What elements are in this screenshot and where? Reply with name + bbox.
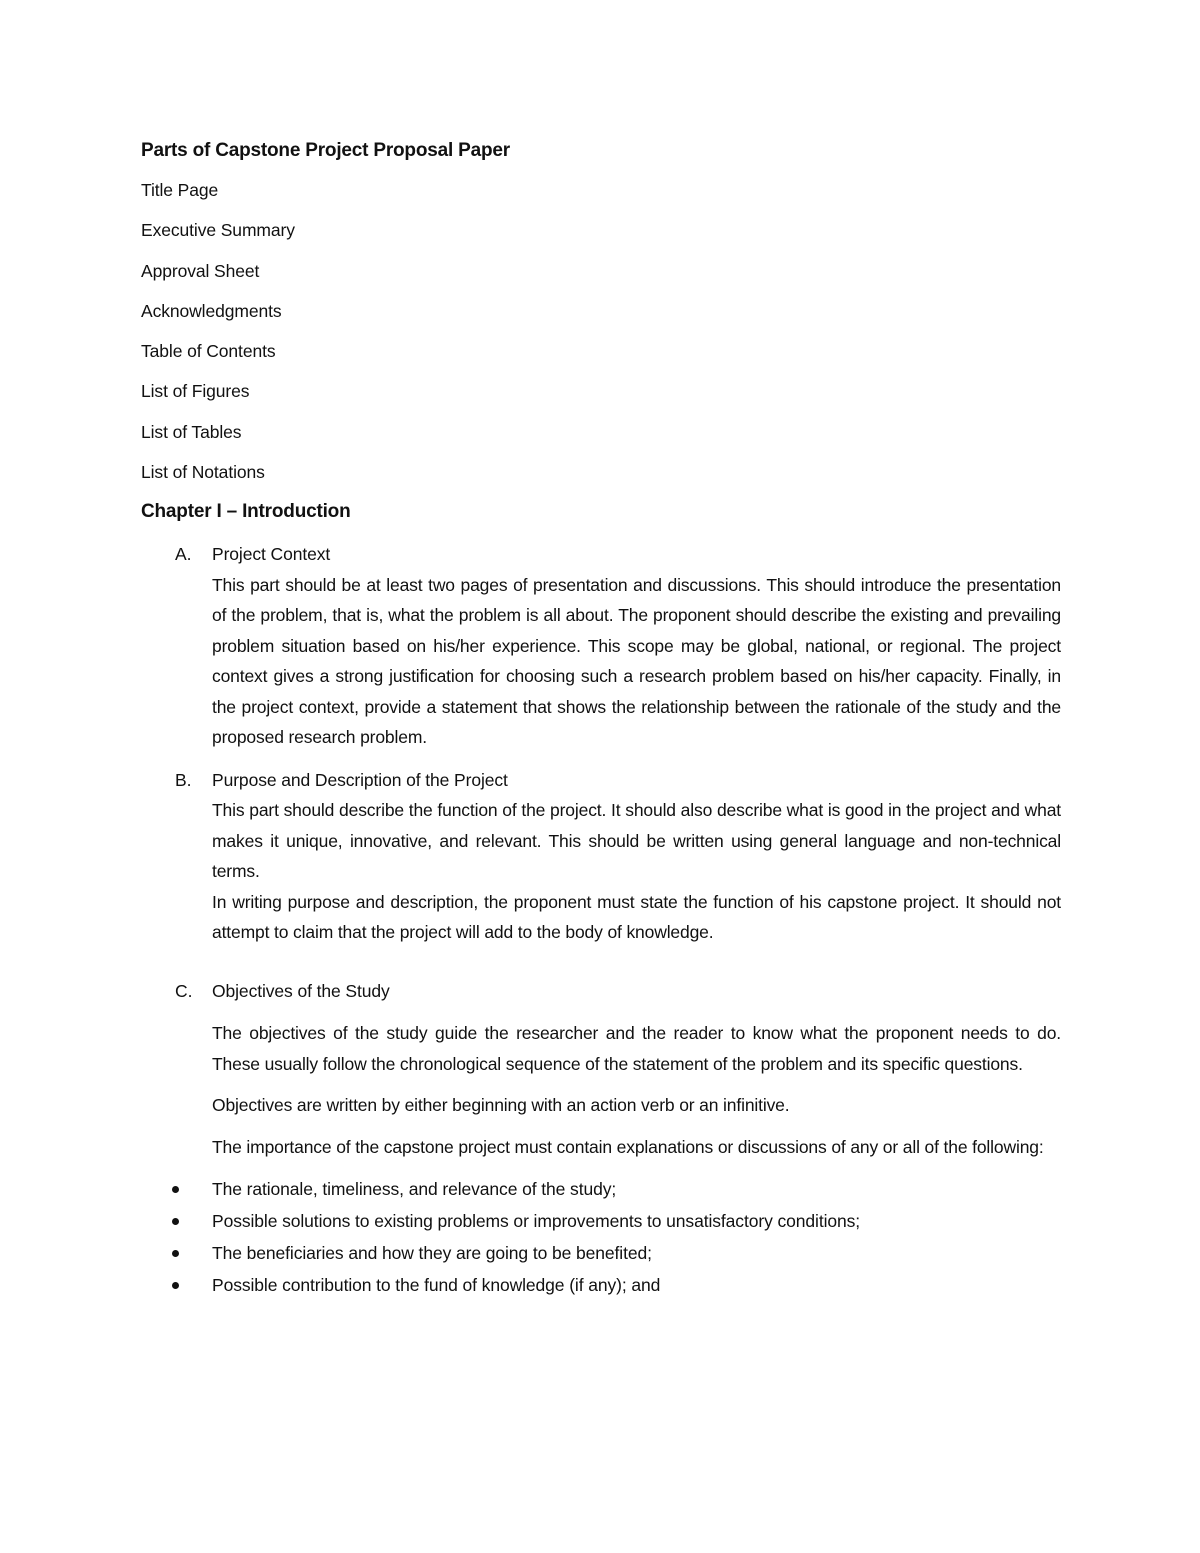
front-matter-item: Table of Contents	[141, 341, 276, 362]
bullet-item	[141, 1205, 1061, 1237]
section-letter: C.	[175, 980, 193, 1001]
bullet-icon	[172, 1218, 179, 1225]
front-matter-list	[141, 177, 1061, 485]
section-paragraph: This part should describe the function of the project. It should also describe what is good in the project and what makes it unique, innovative, and relevant. This should be written using general language and non-technical terms.	[212, 800, 1061, 882]
section-purpose-description	[141, 765, 1061, 948]
bullet-item	[141, 1269, 1061, 1301]
bullet-icon	[172, 1186, 179, 1193]
section-paragraph: Objectives are written by either beginning with an action verb or an infinitive.	[212, 1095, 790, 1116]
section-paragraph: The importance of the capstone project must contain explanations or discussions of any or all of the following:	[212, 1136, 1044, 1157]
section-heading: Purpose and Description of the Project	[212, 769, 508, 790]
front-matter-item: List of Figures	[141, 381, 250, 402]
front-matter-item: Title Page	[141, 180, 219, 200]
bullet-text: The beneficiaries and how they are going to be benefited;	[212, 1243, 652, 1264]
front-matter-item: Approval Sheet	[141, 260, 260, 281]
importance-bullet-list	[141, 1173, 1061, 1301]
section-project-context	[141, 539, 1061, 753]
section-letter: B.	[175, 769, 192, 790]
section-heading: Objectives of the Study	[212, 980, 390, 1001]
document-title: Parts of Capstone Project Proposal Paper	[141, 140, 510, 161]
section-objectives	[141, 976, 1061, 1163]
section-heading: Project Context	[212, 544, 331, 565]
document-content	[141, 138, 1061, 1301]
front-matter-item: List of Notations	[141, 462, 265, 483]
front-matter-item: Acknowledgments	[141, 300, 282, 321]
chapter-title: Chapter I – Introduction	[141, 501, 351, 523]
front-matter-item: List of Tables	[141, 421, 242, 442]
bullet-text: Possible solutions to existing problems or improvements to unsatisfactory conditions;	[212, 1211, 861, 1232]
bullet-icon	[172, 1250, 179, 1257]
bullet-text: The rationale, timeliness, and relevance of the study;	[212, 1179, 617, 1200]
section-paragraph: The objectives of the study guide the researcher and the reader to know what the proponent needs to do. These usually follow the chronological sequence of the statement of the problem and its specific questions.	[212, 1023, 1061, 1074]
section-paragraph: In writing purpose and description, the proponent must state the function of his capstone project. It should not attempt to claim that the project will add to the body of knowledge.	[212, 891, 1061, 943]
section-paragraph: This part should be at least two pages of presentation and discussions. This should introduce the presentation of the problem, that is, what the problem is all about. The proponent should describe the existing and prevailing problem situation based on his/her experience. This scope may be global, national, or regional. The project context gives a strong justification for choosing such a research problem based on his/her capacity. Finally, in the project context, provide a statement that shows the relationship between the rationale of the study and the proposed research problem.	[212, 574, 1061, 748]
bullet-item	[141, 1237, 1061, 1269]
front-matter-item: Executive Summary	[141, 220, 295, 241]
bullet-icon	[172, 1282, 179, 1289]
bullet-text: Possible contribution to the fund of knowledge (if any); and	[212, 1275, 661, 1296]
bullet-item	[141, 1173, 1061, 1205]
section-letter: A.	[175, 544, 192, 565]
